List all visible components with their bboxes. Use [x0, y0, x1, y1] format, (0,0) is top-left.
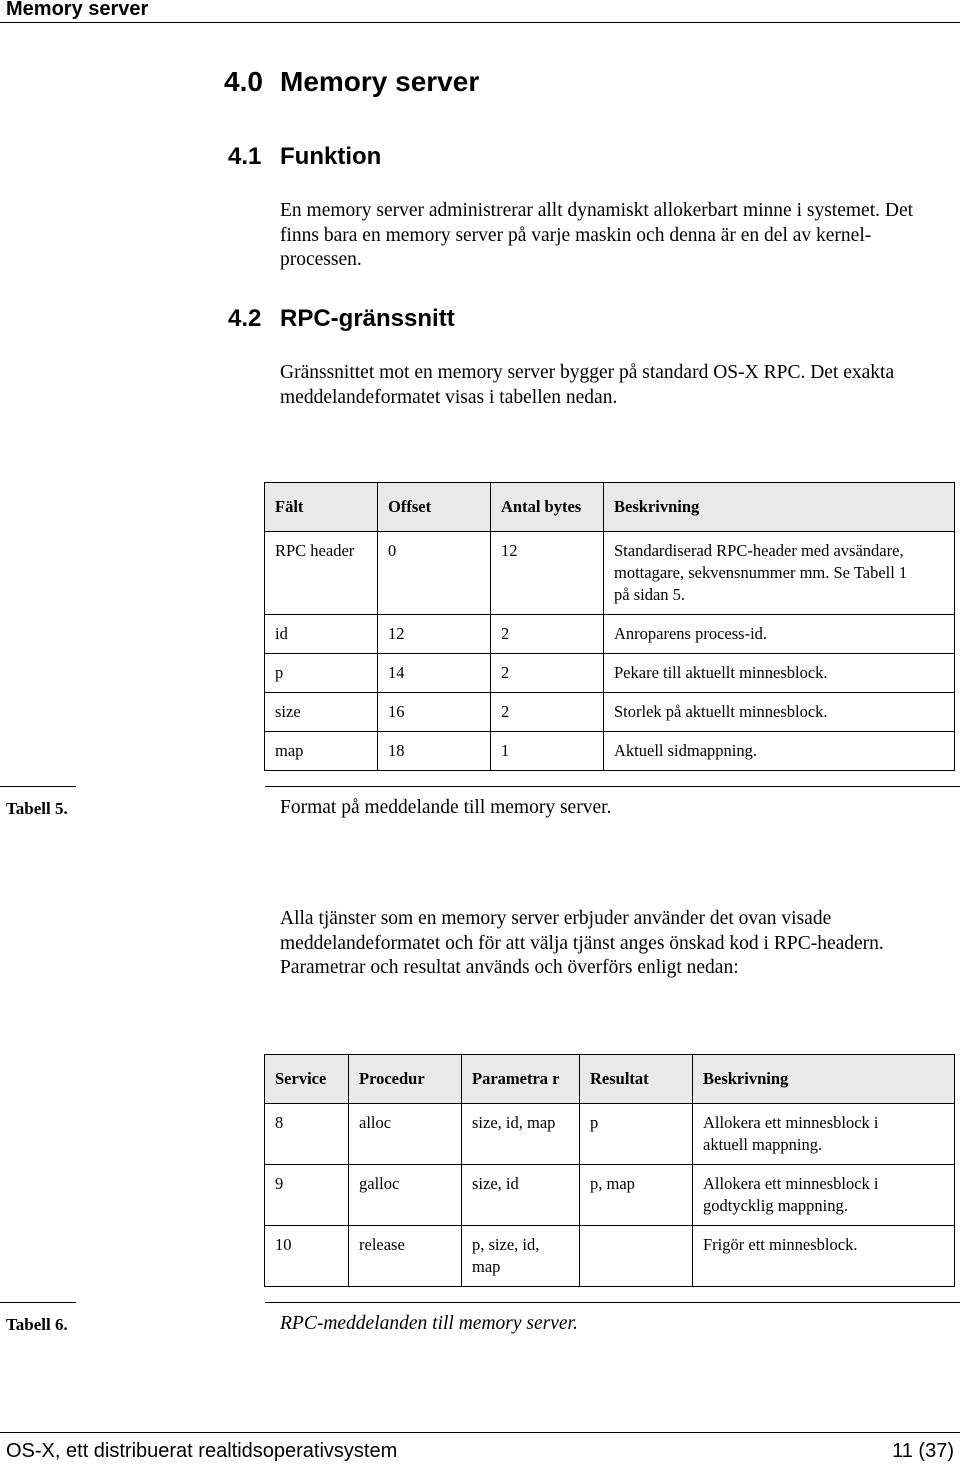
cell-falt: p [265, 654, 378, 693]
table-caption-label: Tabell 5. [6, 799, 68, 818]
running-header: Memory server [6, 0, 149, 20]
cell-description: Frigör ett minnesblock. [693, 1226, 955, 1287]
heading-title: Funktion [280, 143, 382, 170]
cell-procedur: alloc [349, 1104, 462, 1165]
footer-document-title: OS-X, ett distribuerat realtidsoperativsystem [6, 1440, 398, 1462]
cell-description: Pekare till aktuellt minnesblock. [604, 654, 955, 693]
heading-4-2 [228, 305, 455, 333]
text-line: p, size, id, [472, 1235, 540, 1254]
heading-title: Memory server [280, 66, 480, 97]
cell-bytes: 2 [491, 615, 604, 654]
table-row [265, 1165, 955, 1226]
header-rule [0, 22, 960, 23]
text-line: finns bara en memory server på varje maskin och denna är en del av kernel- [280, 224, 872, 246]
heading-number: 4.1 [228, 143, 262, 170]
cell-bytes: 12 [491, 532, 604, 615]
column-header: Parametra r [462, 1055, 580, 1104]
column-header: Beskrivning [604, 483, 955, 532]
table-row [265, 654, 955, 693]
cell-bytes: 2 [491, 654, 604, 693]
cell-bytes: 2 [491, 693, 604, 732]
paragraph-rpc [280, 361, 956, 410]
cell-service: 8 [265, 1104, 349, 1165]
caption-rule-left [0, 786, 76, 787]
cell-falt: RPC header [265, 532, 378, 615]
heading-4-1 [228, 143, 381, 171]
text-line: processen. [280, 249, 362, 270]
column-header: Beskrivning [693, 1055, 955, 1104]
caption-rule-right [265, 1302, 960, 1303]
footer-page-number: 11 (37) [892, 1440, 954, 1462]
column-header: Procedur [349, 1055, 462, 1104]
table-row [265, 1226, 955, 1287]
table-row [265, 532, 955, 615]
cell-offset: 16 [378, 693, 491, 732]
paragraph-funktion [280, 199, 956, 273]
cell-service: 10 [265, 1226, 349, 1287]
text-line: Gränssnittet mot en memory server bygger på standard OS-X RPC. Det exakta [280, 362, 895, 383]
heading-title: RPC-gränssnitt [280, 305, 455, 332]
cell-procedur: galloc [349, 1165, 462, 1226]
cell-description: Storlek på aktuellt minnesblock. [604, 693, 955, 732]
table-message-format [264, 482, 955, 771]
table-row [265, 1104, 955, 1165]
table-header-row [265, 483, 955, 532]
text-line: aktuell mappning. [703, 1135, 823, 1154]
table-header-row [265, 1055, 955, 1104]
text-line: på sidan 5. [614, 585, 686, 604]
column-header: Service [265, 1055, 349, 1104]
cell-procedur: release [349, 1226, 462, 1287]
text-line: godtycklig mappning. [703, 1196, 848, 1215]
table-caption-label: Tabell 6. [6, 1315, 68, 1334]
heading-4-0 [224, 66, 479, 98]
table-caption-text: RPC-meddelanden till memory server. [280, 1313, 578, 1334]
text-line: map [472, 1257, 501, 1276]
table-caption-text: Format på meddelande till memory server. [280, 797, 612, 818]
cell-description: Aktuell sidmappning. [604, 732, 955, 771]
cell-bytes: 1 [491, 732, 604, 771]
text-line: Alla tjänster som en memory server erbjuder använder det ovan visade [280, 908, 832, 929]
cell-resultat: p [580, 1104, 693, 1165]
text-line: Standardiserad RPC-header med avsändare, [614, 541, 904, 560]
cell-description [693, 1165, 955, 1226]
text-line: Allokera ett minnesblock i [703, 1113, 879, 1132]
cell-falt: size [265, 693, 378, 732]
column-header: Fält [265, 483, 378, 532]
cell-service: 9 [265, 1165, 349, 1226]
heading-number: 4.2 [228, 305, 262, 332]
caption-rule-left [0, 1302, 76, 1303]
cell-offset: 0 [378, 532, 491, 615]
text-line: meddelandeformatet och för att välja tjänst anges önskad kod i RPC-headern. [280, 932, 884, 954]
table-row [265, 732, 955, 771]
text-line: En memory server administrerar allt dynamiskt allokerbart minne i systemet. Det [280, 200, 914, 221]
cell-description [604, 532, 955, 615]
table-row [265, 615, 955, 654]
cell-parametrar: size, id, map [462, 1104, 580, 1165]
cell-description [693, 1104, 955, 1165]
footer-rule [0, 1432, 960, 1433]
cell-parametrar: size, id [462, 1165, 580, 1226]
column-header: Resultat [580, 1055, 693, 1104]
table-row [265, 693, 955, 732]
table-rpc-services [264, 1054, 955, 1287]
text-line: mottagare, sekvensnummer mm. Se Tabell 1 [614, 563, 908, 582]
cell-offset: 14 [378, 654, 491, 693]
cell-parametrar [462, 1226, 580, 1287]
cell-offset: 18 [378, 732, 491, 771]
column-header: Offset [378, 483, 491, 532]
caption-rule-right [265, 786, 960, 787]
paragraph-services [280, 907, 956, 981]
cell-resultat: p, map [580, 1165, 693, 1226]
cell-description: Anroparens process-id. [604, 615, 955, 654]
text-line: meddelandeformatet visas i tabellen nedan. [280, 386, 618, 408]
text-line: Allokera ett minnesblock i [703, 1174, 879, 1193]
cell-offset: 12 [378, 615, 491, 654]
heading-number: 4.0 [224, 66, 263, 97]
text-line: Parametrar och resultat används och överförs enligt nedan: [280, 957, 739, 978]
cell-resultat [580, 1226, 693, 1287]
column-header: Antal bytes [491, 483, 604, 532]
cell-falt: map [265, 732, 378, 771]
cell-falt: id [265, 615, 378, 654]
